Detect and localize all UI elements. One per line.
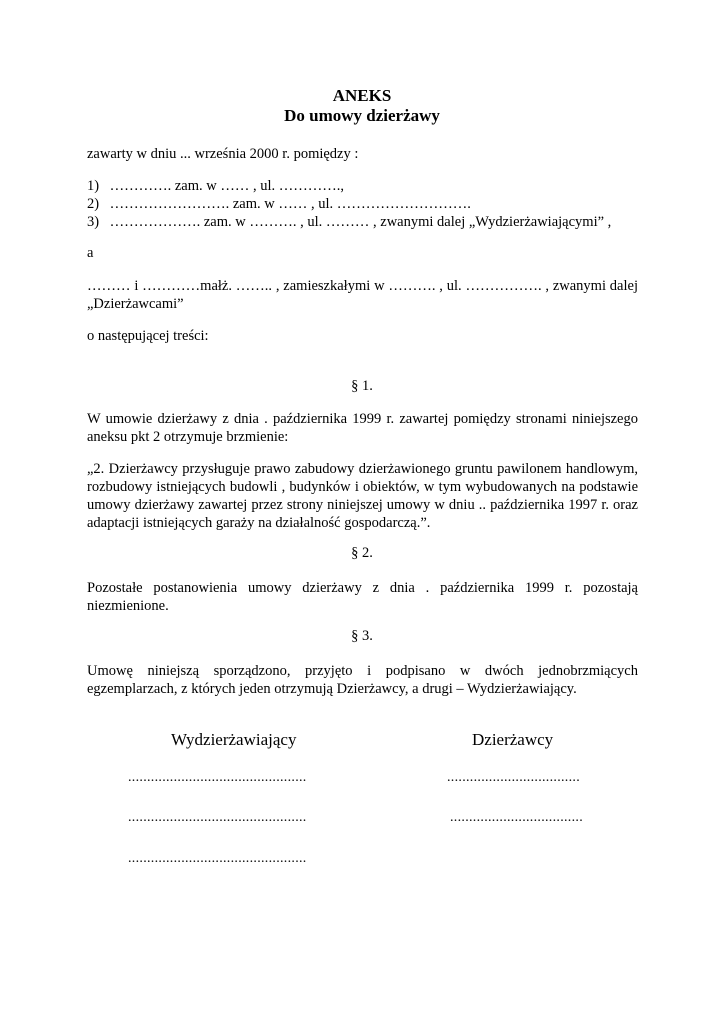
section-heading: § 1. xyxy=(351,378,373,394)
section-paragraph: W umowie dzierżawy z dnia . października 1999 r. zawartej pomiędzy stronami niniejszego aneksu pkt 2 otrzymuje brzmienie: xyxy=(87,411,638,445)
content-intro: o następującej treści: xyxy=(87,328,209,344)
party-number: 3) xyxy=(87,214,100,230)
lessee-signature-line: ................................... xyxy=(447,770,580,785)
section-paragraph: Pozostałe postanowienia umowy dzierżawy z dnia . października 1999 r. pozostają niezmienione. xyxy=(87,580,638,614)
lessees-paragraph: ……… i …………małż. …….. , zamieszkałymi w ………. , ul. ……………. , zwanymi dalej „Dzierżawcami” xyxy=(87,278,638,312)
lessee-signature-label: Dzierżawcy xyxy=(472,730,554,749)
conjunction-text: a xyxy=(87,245,94,261)
section-paragraph: Umowę niniejszą sporządzono, przyjęto i podpisano w dwóch jednobrzmiących egzemplarzach, z których jeden otrzymują Dzierżawcy, a drugi – Wydzierżawiający. xyxy=(87,663,638,697)
lessee-signature-line: ................................... xyxy=(450,810,583,825)
section-heading: § 2. xyxy=(351,545,373,561)
party-number: 2) xyxy=(87,196,100,212)
party-item xyxy=(87,178,344,195)
section-paragraph: „2. Dzierżawcy przysługuje prawo zabudowy dzierżawionego gruntu pawilonem handlowym, rozbudowy istniejących budowli , budynków i obiektów, w tym wybudowanych na podstawie umowy dzierżawy zawartej przez strony niniejszej umowy w dniu .. października 1997 r. oraz adaptacji istniejących garaży na działalność gospodarczą.”. xyxy=(87,461,638,531)
document-title: ANEKS xyxy=(332,86,392,105)
document-subtitle: Do umowy dzierżawy xyxy=(284,106,440,125)
party-text: ………………. zam. w ………. , ul. ……… , zwanymi dalej „Wydzierżawiającymi” , xyxy=(109,214,612,230)
party-number: 1) xyxy=(87,178,100,194)
lessor-signature-line: ............................................... xyxy=(128,851,307,866)
intro-text: zawarty w dniu ... września 2000 r. pomiędzy : xyxy=(87,146,359,162)
party-item xyxy=(87,214,611,231)
lessor-signature-line: ............................................... xyxy=(128,770,307,785)
party-item xyxy=(87,196,471,213)
party-text: …………. zam. w …… , ul. …………., xyxy=(109,178,345,194)
lessor-signature-label: Wydzierżawiający xyxy=(171,730,297,749)
party-text: ……………………. zam. w …… , ul. ………………………. xyxy=(109,196,471,212)
section-heading: § 3. xyxy=(351,628,373,644)
lessor-signature-line: ............................................... xyxy=(128,810,307,825)
